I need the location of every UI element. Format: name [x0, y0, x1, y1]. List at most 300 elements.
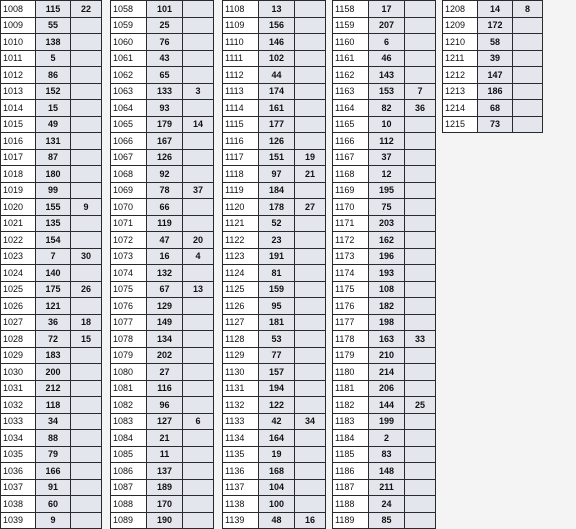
- row-value-cell: 76: [147, 34, 183, 51]
- row-id-cell: 1168: [333, 166, 369, 183]
- table-row: [111, 364, 214, 381]
- row-extra-cell: [183, 149, 214, 166]
- row-id-cell: 1175: [333, 281, 369, 298]
- table-row: [1, 479, 102, 496]
- table-row: [1, 182, 102, 199]
- table-row: [111, 512, 214, 529]
- table-row: [1, 215, 102, 232]
- row-id-cell: 1111: [223, 50, 259, 67]
- row-id-cell: 1076: [111, 298, 147, 315]
- table-row: [223, 281, 326, 298]
- row-extra-cell: 33: [405, 331, 436, 348]
- row-id-cell: 1119: [223, 182, 259, 199]
- table-row: [223, 479, 326, 496]
- row-extra-cell: 20: [183, 232, 214, 249]
- row-extra-cell: [183, 397, 214, 414]
- row-value-cell: 77: [259, 347, 295, 364]
- row-value-cell: 23: [259, 232, 295, 249]
- row-extra-cell: [183, 380, 214, 397]
- row-id-cell: 1180: [333, 364, 369, 381]
- row-extra-cell: 6: [183, 413, 214, 430]
- row-id-cell: 1129: [223, 347, 259, 364]
- table-row: [111, 479, 214, 496]
- row-extra-cell: [183, 34, 214, 51]
- row-extra-cell: 9: [71, 199, 102, 216]
- row-value-cell: 134: [147, 331, 183, 348]
- table-row: [333, 364, 436, 381]
- row-extra-cell: [295, 347, 326, 364]
- table-row: [111, 298, 214, 315]
- row-id-cell: 1120: [223, 199, 259, 216]
- row-id-cell: 1073: [111, 248, 147, 265]
- row-value-cell: 118: [36, 397, 71, 414]
- row-id-cell: 1016: [1, 133, 36, 150]
- table-row: [111, 34, 214, 51]
- row-id-cell: 1062: [111, 67, 147, 84]
- row-extra-cell: [183, 215, 214, 232]
- row-extra-cell: [71, 265, 102, 282]
- table-row: [443, 1, 543, 18]
- row-id-cell: 1038: [1, 496, 36, 513]
- table-row: [443, 67, 543, 84]
- row-id-cell: 1084: [111, 430, 147, 447]
- row-extra-cell: 18: [71, 314, 102, 331]
- table-row: [223, 34, 326, 51]
- table-row: [1, 34, 102, 51]
- row-value-cell: 195: [369, 182, 405, 199]
- row-id-cell: 1113: [223, 83, 259, 100]
- table-row: [111, 215, 214, 232]
- row-value-cell: 34: [36, 413, 71, 430]
- row-value-cell: 167: [147, 133, 183, 150]
- row-extra-cell: [295, 133, 326, 150]
- row-id-cell: 1125: [223, 281, 259, 298]
- row-value-cell: 212: [36, 380, 71, 397]
- row-value-cell: 75: [369, 199, 405, 216]
- row-extra-cell: [513, 17, 543, 34]
- row-value-cell: 43: [147, 50, 183, 67]
- row-id-cell: 1166: [333, 133, 369, 150]
- row-extra-cell: [405, 496, 436, 513]
- row-id-cell: 1080: [111, 364, 147, 381]
- row-value-cell: 19: [259, 446, 295, 463]
- row-id-cell: 1022: [1, 232, 36, 249]
- row-value-cell: 152: [36, 83, 71, 100]
- row-extra-cell: [71, 67, 102, 84]
- row-value-cell: 198: [369, 314, 405, 331]
- row-value-cell: 115: [36, 1, 71, 18]
- row-extra-cell: [295, 182, 326, 199]
- row-id-cell: 1172: [333, 232, 369, 249]
- table-row: [223, 149, 326, 166]
- table-row: [1, 133, 102, 150]
- row-extra-cell: [295, 215, 326, 232]
- row-value-cell: 81: [259, 265, 295, 282]
- row-value-cell: 168: [259, 463, 295, 480]
- row-extra-cell: [405, 166, 436, 183]
- row-id-cell: 1074: [111, 265, 147, 282]
- row-id-cell: 1067: [111, 149, 147, 166]
- row-value-cell: 140: [36, 265, 71, 282]
- row-value-cell: 104: [259, 479, 295, 496]
- table-row: [1, 50, 102, 67]
- row-extra-cell: [405, 347, 436, 364]
- table-row: [1, 314, 102, 331]
- row-extra-cell: [405, 298, 436, 315]
- table-row: [1, 512, 102, 529]
- table-row: [111, 116, 214, 133]
- row-id-cell: 1024: [1, 265, 36, 282]
- row-extra-cell: [405, 133, 436, 150]
- row-value-cell: 47: [147, 232, 183, 249]
- row-extra-cell: [405, 446, 436, 463]
- row-id-cell: 1134: [223, 430, 259, 447]
- row-value-cell: 170: [147, 496, 183, 513]
- table-row: [223, 512, 326, 529]
- table-row: [223, 182, 326, 199]
- row-id-cell: 1035: [1, 446, 36, 463]
- row-id-cell: 1108: [223, 1, 259, 18]
- row-value-cell: 119: [147, 215, 183, 232]
- table-row: [443, 17, 543, 34]
- row-extra-cell: [295, 67, 326, 84]
- row-value-cell: 68: [478, 100, 513, 117]
- row-value-cell: 87: [36, 149, 71, 166]
- row-value-cell: 55: [36, 17, 71, 34]
- table-row: [1, 265, 102, 282]
- table-row: [1, 149, 102, 166]
- row-extra-cell: [405, 182, 436, 199]
- row-id-cell: 1128: [223, 331, 259, 348]
- row-value-cell: 166: [36, 463, 71, 480]
- row-id-cell: 1036: [1, 463, 36, 480]
- table-row: [333, 446, 436, 463]
- table-row: [111, 232, 214, 249]
- row-extra-cell: [513, 100, 543, 117]
- row-id-cell: 1021: [1, 215, 36, 232]
- table-row: [223, 380, 326, 397]
- table-row: [333, 83, 436, 100]
- row-value-cell: 184: [259, 182, 295, 199]
- row-value-cell: 82: [369, 100, 405, 117]
- table-row: [223, 116, 326, 133]
- table-row: [333, 314, 436, 331]
- table-row: [111, 182, 214, 199]
- row-extra-cell: [71, 34, 102, 51]
- row-id-cell: 1077: [111, 314, 147, 331]
- row-id-cell: 1039: [1, 512, 36, 529]
- table-row: [333, 232, 436, 249]
- row-extra-cell: [183, 512, 214, 529]
- row-id-cell: 1126: [223, 298, 259, 315]
- row-extra-cell: [405, 364, 436, 381]
- row-value-cell: 194: [259, 380, 295, 397]
- row-value-cell: 27: [147, 364, 183, 381]
- row-extra-cell: 4: [183, 248, 214, 265]
- row-extra-cell: [513, 83, 543, 100]
- row-value-cell: 126: [259, 133, 295, 150]
- row-value-cell: 127: [147, 413, 183, 430]
- table-row: [111, 314, 214, 331]
- row-extra-cell: [405, 380, 436, 397]
- row-id-cell: 1189: [333, 512, 369, 529]
- row-id-cell: 1209: [443, 17, 478, 34]
- row-value-cell: 72: [36, 331, 71, 348]
- row-extra-cell: [71, 116, 102, 133]
- row-value-cell: 203: [369, 215, 405, 232]
- row-value-cell: 15: [36, 100, 71, 117]
- row-id-cell: 1083: [111, 413, 147, 430]
- row-id-cell: 1014: [1, 100, 36, 117]
- row-value-cell: 143: [369, 67, 405, 84]
- row-value-cell: 7: [36, 248, 71, 265]
- row-extra-cell: [71, 446, 102, 463]
- row-value-cell: 132: [147, 265, 183, 282]
- row-extra-cell: [71, 182, 102, 199]
- table-row: [333, 67, 436, 84]
- row-extra-cell: 21: [295, 166, 326, 183]
- table-row: [111, 1, 214, 18]
- row-id-cell: 1167: [333, 149, 369, 166]
- table-row: [1, 364, 102, 381]
- row-id-cell: 1116: [223, 133, 259, 150]
- table-row: [333, 248, 436, 265]
- table-row: [443, 50, 543, 67]
- row-id-cell: 1072: [111, 232, 147, 249]
- row-extra-cell: [295, 116, 326, 133]
- row-id-cell: 1028: [1, 331, 36, 348]
- row-extra-cell: [405, 199, 436, 216]
- row-extra-cell: [405, 215, 436, 232]
- row-value-cell: 102: [259, 50, 295, 67]
- table-row: [333, 496, 436, 513]
- row-extra-cell: [405, 17, 436, 34]
- row-id-cell: 1176: [333, 298, 369, 315]
- row-id-cell: 1212: [443, 67, 478, 84]
- row-value-cell: 144: [369, 397, 405, 414]
- table-row: [333, 479, 436, 496]
- table-row: [111, 397, 214, 414]
- row-value-cell: 122: [259, 397, 295, 414]
- row-value-cell: 17: [369, 1, 405, 18]
- table-row: [333, 265, 436, 282]
- row-id-cell: 1064: [111, 100, 147, 117]
- row-extra-cell: [295, 298, 326, 315]
- row-id-cell: 1135: [223, 446, 259, 463]
- row-extra-cell: [295, 281, 326, 298]
- table-row: [1, 298, 102, 315]
- row-extra-cell: 16: [295, 512, 326, 529]
- row-extra-cell: [295, 232, 326, 249]
- row-extra-cell: [71, 479, 102, 496]
- row-value-cell: 112: [369, 133, 405, 150]
- row-value-cell: 200: [36, 364, 71, 381]
- row-id-cell: 1019: [1, 182, 36, 199]
- row-id-cell: 1075: [111, 281, 147, 298]
- row-id-cell: 1015: [1, 116, 36, 133]
- table-row: [111, 100, 214, 117]
- table-row: [223, 397, 326, 414]
- table-row: [333, 331, 436, 348]
- row-extra-cell: [405, 116, 436, 133]
- row-value-cell: 186: [478, 83, 513, 100]
- table-row: [443, 34, 543, 51]
- row-value-cell: 53: [259, 331, 295, 348]
- table-row: [333, 463, 436, 480]
- table-row: [223, 83, 326, 100]
- row-id-cell: 1112: [223, 67, 259, 84]
- row-value-cell: 172: [478, 17, 513, 34]
- row-id-cell: 1012: [1, 67, 36, 84]
- table-row: [1, 413, 102, 430]
- table-row: [223, 232, 326, 249]
- row-value-cell: 95: [259, 298, 295, 315]
- row-id-cell: 1179: [333, 347, 369, 364]
- row-value-cell: 48: [259, 512, 295, 529]
- row-id-cell: 1160: [333, 34, 369, 51]
- row-id-cell: 1078: [111, 331, 147, 348]
- row-id-cell: 1082: [111, 397, 147, 414]
- row-extra-cell: [405, 232, 436, 249]
- row-extra-cell: 3: [183, 83, 214, 100]
- table-row: [333, 298, 436, 315]
- table-row: [1, 83, 102, 100]
- table-row: [333, 116, 436, 133]
- row-value-cell: 108: [369, 281, 405, 298]
- row-id-cell: 1010: [1, 34, 36, 51]
- table-row: [223, 446, 326, 463]
- row-extra-cell: [405, 314, 436, 331]
- row-value-cell: 135: [36, 215, 71, 232]
- table-row: [443, 116, 543, 133]
- row-id-cell: 1058: [111, 1, 147, 18]
- row-extra-cell: [71, 166, 102, 183]
- row-value-cell: 16: [147, 248, 183, 265]
- data-column-4: [332, 0, 436, 529]
- row-value-cell: 100: [259, 496, 295, 513]
- row-extra-cell: 25: [405, 397, 436, 414]
- table-row: [1, 199, 102, 216]
- row-id-cell: 1174: [333, 265, 369, 282]
- row-id-cell: 1165: [333, 116, 369, 133]
- row-extra-cell: [405, 265, 436, 282]
- row-id-cell: 1211: [443, 50, 478, 67]
- row-id-cell: 1208: [443, 1, 478, 18]
- row-id-cell: 1087: [111, 479, 147, 496]
- row-id-cell: 1137: [223, 479, 259, 496]
- row-id-cell: 1031: [1, 380, 36, 397]
- row-extra-cell: [71, 496, 102, 513]
- row-value-cell: 9: [36, 512, 71, 529]
- row-extra-cell: [71, 100, 102, 117]
- row-value-cell: 162: [369, 232, 405, 249]
- row-id-cell: 1070: [111, 199, 147, 216]
- row-id-cell: 1032: [1, 397, 36, 414]
- row-value-cell: 121: [36, 298, 71, 315]
- row-value-cell: 137: [147, 463, 183, 480]
- row-value-cell: 21: [147, 430, 183, 447]
- table-row: [1, 380, 102, 397]
- table-row: [333, 199, 436, 216]
- table-row: [1, 347, 102, 364]
- row-extra-cell: [183, 133, 214, 150]
- row-id-cell: 1170: [333, 199, 369, 216]
- row-extra-cell: [183, 364, 214, 381]
- row-value-cell: 39: [478, 50, 513, 67]
- table-row: [333, 17, 436, 34]
- row-id-cell: 1114: [223, 100, 259, 117]
- row-id-cell: 1117: [223, 149, 259, 166]
- table-row: [333, 413, 436, 430]
- row-value-cell: 146: [259, 34, 295, 51]
- row-extra-cell: 36: [405, 100, 436, 117]
- row-value-cell: 157: [259, 364, 295, 381]
- row-extra-cell: 30: [71, 248, 102, 265]
- row-value-cell: 153: [369, 83, 405, 100]
- row-value-cell: 193: [369, 265, 405, 282]
- table-row: [333, 347, 436, 364]
- row-value-cell: 52: [259, 215, 295, 232]
- row-extra-cell: [71, 232, 102, 249]
- row-value-cell: 199: [369, 413, 405, 430]
- row-value-cell: 161: [259, 100, 295, 117]
- row-value-cell: 2: [369, 430, 405, 447]
- row-extra-cell: [183, 1, 214, 18]
- row-id-cell: 1061: [111, 50, 147, 67]
- row-id-cell: 1210: [443, 34, 478, 51]
- row-extra-cell: [183, 265, 214, 282]
- row-id-cell: 1159: [333, 17, 369, 34]
- table-row: [333, 397, 436, 414]
- row-id-cell: 1089: [111, 512, 147, 529]
- row-value-cell: 138: [36, 34, 71, 51]
- row-extra-cell: [295, 50, 326, 67]
- table-row: [333, 215, 436, 232]
- row-extra-cell: [71, 463, 102, 480]
- row-extra-cell: 8: [513, 1, 543, 18]
- row-value-cell: 85: [369, 512, 405, 529]
- row-value-cell: 210: [369, 347, 405, 364]
- row-id-cell: 1178: [333, 331, 369, 348]
- row-extra-cell: [295, 17, 326, 34]
- row-extra-cell: 15: [71, 331, 102, 348]
- row-id-cell: 1060: [111, 34, 147, 51]
- row-value-cell: 156: [259, 17, 295, 34]
- row-extra-cell: [405, 413, 436, 430]
- table-row: [443, 83, 543, 100]
- row-value-cell: 12: [369, 166, 405, 183]
- row-value-cell: 207: [369, 17, 405, 34]
- table-row: [333, 380, 436, 397]
- row-value-cell: 180: [36, 166, 71, 183]
- table-row: [333, 50, 436, 67]
- table-row: [333, 34, 436, 51]
- row-id-cell: 1069: [111, 182, 147, 199]
- row-extra-cell: [513, 34, 543, 51]
- table-row: [111, 149, 214, 166]
- row-value-cell: 92: [147, 166, 183, 183]
- row-extra-cell: [183, 463, 214, 480]
- row-extra-cell: 22: [71, 1, 102, 18]
- row-value-cell: 182: [369, 298, 405, 315]
- row-id-cell: 1025: [1, 281, 36, 298]
- row-value-cell: 24: [369, 496, 405, 513]
- row-extra-cell: 19: [295, 149, 326, 166]
- row-id-cell: 1086: [111, 463, 147, 480]
- row-extra-cell: [71, 83, 102, 100]
- row-id-cell: 1173: [333, 248, 369, 265]
- row-id-cell: 1158: [333, 1, 369, 18]
